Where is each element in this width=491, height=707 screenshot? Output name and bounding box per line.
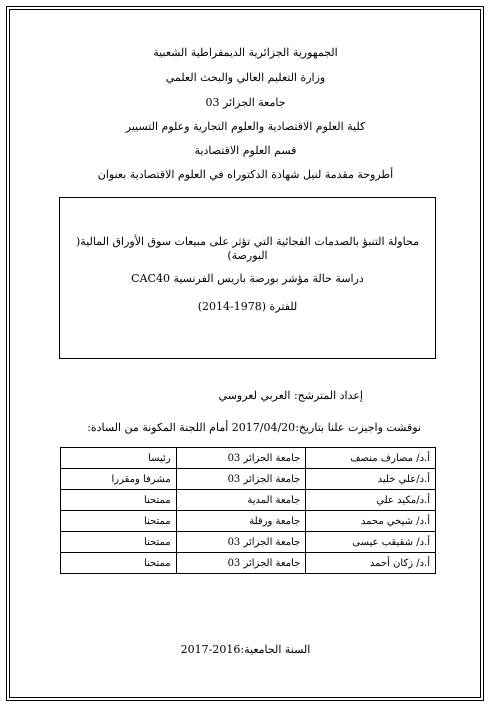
thesis-intro: أطروحة مقدمة لنيل شهادة الدكتوراه في العلوم الاقتصادية بعنوان [97, 168, 394, 181]
case-study-line: دراسة حالة مؤشر بورصة باريس الفرنسية CAC40 [131, 272, 364, 285]
jury-name: أ.د/ شيخي محمد [306, 511, 436, 532]
republic-heading: الجمهورية الجزائرية الديمقراطية الشعبية [153, 46, 338, 59]
thesis-title: محاولة التنبؤ بالصدمات الفجائية التي تؤثر على مبيعات سوق الأوراق المالية( البورصة) [76, 235, 419, 262]
thesis-title-box [59, 197, 436, 359]
jury-university: جامعة الجزائر 03 [176, 553, 306, 574]
jury-role: ممتحنا [61, 532, 177, 553]
jury-role: ممتحنا [61, 553, 177, 574]
table-row [61, 511, 436, 532]
table-row [61, 469, 436, 490]
period-line: للفترة (1978-2014) [197, 300, 298, 313]
candidate-line: إعداد المترشح: العربي لعروسي [218, 389, 363, 402]
jury-table [60, 447, 436, 574]
jury-name: أ.د/مكيد علي [306, 490, 436, 511]
university-heading: جامعة الجزائر 03 [205, 96, 286, 109]
jury-university: جامعة الجزائر 03 [176, 469, 306, 490]
jury-role: مشرفا ومقررا [61, 469, 177, 490]
table-row [61, 553, 436, 574]
department-heading: قسم العلوم الاقتصادية [194, 144, 297, 157]
jury-university: جامعة ورقلة [176, 511, 306, 532]
ministry-heading: وزارة التعليم العالي والبحث العلمي [165, 71, 326, 84]
jury-name: أ.د/ شقيقب عيسى [306, 532, 436, 553]
jury-name: أ.د/ مصارف منصف [306, 448, 436, 469]
jury-name: أ.د/علي خليد [306, 469, 436, 490]
table-row [61, 490, 436, 511]
faculty-heading: كلية العلوم الاقتصادية والعلوم التجارية وعلوم التسيير [125, 120, 366, 133]
jury-university: جامعة الجزائر 03 [176, 532, 306, 553]
jury-role: رئيسا [61, 448, 177, 469]
jury-university: جامعة المدية [176, 490, 306, 511]
table-row [61, 448, 436, 469]
academic-year: السنة الجامعية:2016-2017 [180, 643, 311, 656]
jury-role: ممتحنا [61, 490, 177, 511]
jury-university: جامعة الجزائر 03 [176, 448, 306, 469]
table-row [61, 532, 436, 553]
jury-role: ممتحنا [61, 511, 177, 532]
jury-name: أ.د/ زكان أحمد [306, 553, 436, 574]
defense-line: نوقشت واجيزت علنا بتاريخ:2017/04/20 أمام اللجنة المكونة من السادة: [87, 421, 421, 434]
